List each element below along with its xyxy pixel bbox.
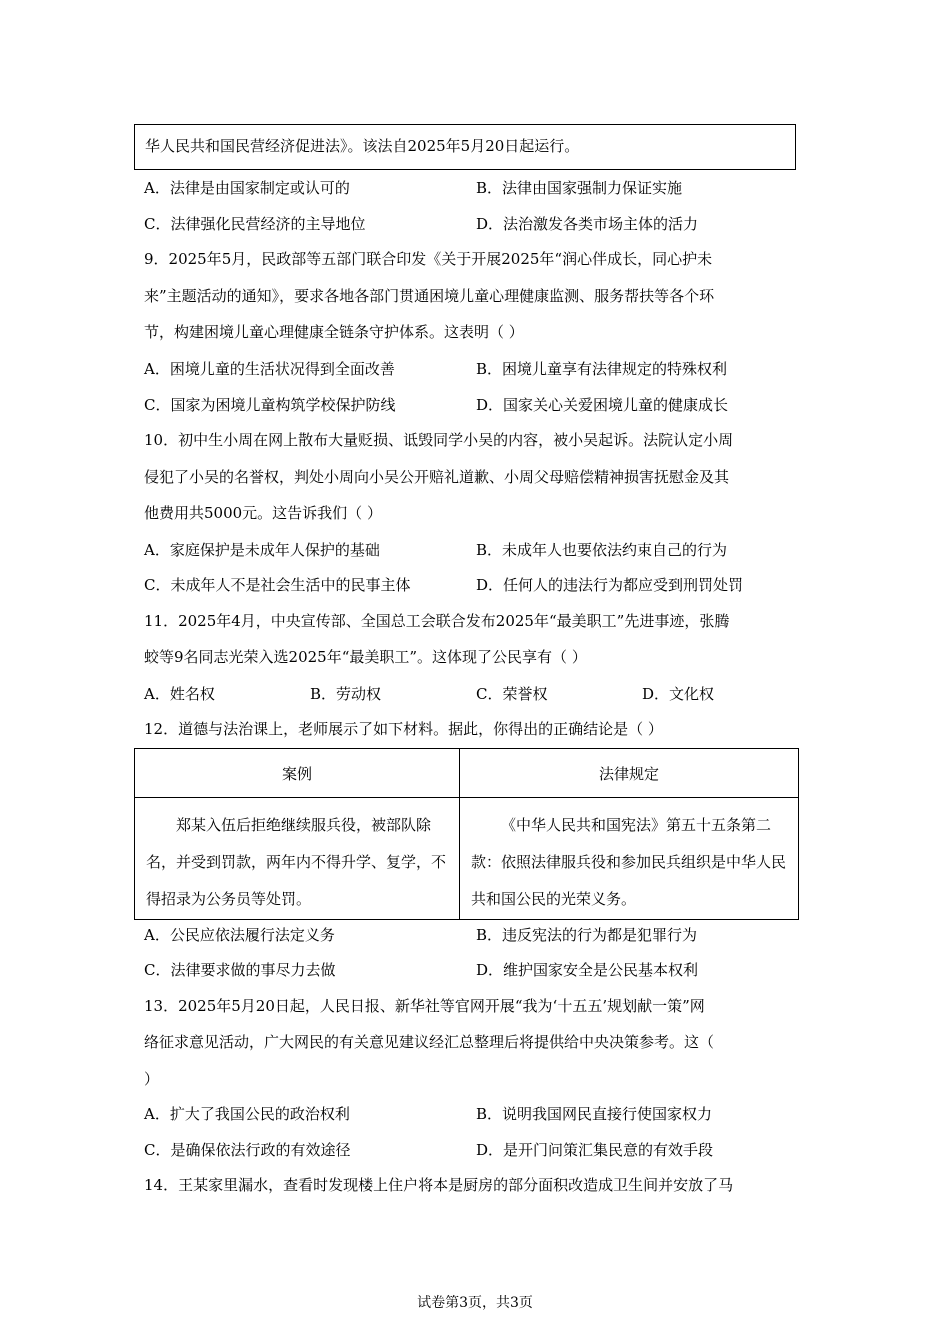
q10-stem-line-2: 侵犯了小吴的名誉权，判处小周向小吴公开赔礼道歉、小周父母赔偿精神损害抚慰金及其	[144, 468, 730, 486]
q9-option-c: C．国家为困境儿童构筑学校保护防线	[144, 396, 396, 414]
q12-option-c: C．法律要求做的事尽力去做	[144, 961, 336, 979]
q9-stem-line-2: 来”主题活动的通知》，要求各地各部门贯通困境儿童心理健康监测、服务帮扶等各个环	[144, 287, 715, 305]
q12-stem: 12．道德与法治课上，老师展示了如下材料。据此，你得出的正确结论是（ ）	[144, 720, 663, 738]
q13-stem-line-3: ）	[144, 1070, 160, 1088]
q9-option-a: A．困境儿童的生活状况得到全面改善	[144, 360, 395, 378]
material-text: 华人民共和国民营经济促进法》。该法自2025年5月20日起运行。	[145, 137, 580, 155]
q13-option-a: A．扩大了我国公民的政治权利	[144, 1105, 350, 1123]
case-table	[134, 748, 799, 920]
table-header-law: 法律规定	[460, 749, 799, 798]
q8-option-c: C．法律强化民营经济的主导地位	[144, 215, 366, 233]
q10-stem-line-3: 他费用共5000元。这告诉我们（ ）	[144, 504, 382, 522]
q8-option-a: A．法律是由国家制定或认可的	[144, 179, 350, 197]
q13-stem-line-1: 13．2025年5月20日起，人民日报、新华社等官网开展“我为‘十五五’规划献一策”网	[144, 997, 705, 1015]
q8-option-d: D．法治激发各类市场主体的活力	[476, 215, 699, 233]
law-text: 《中华人民共和国宪法》第五十五条第二款：依照法律服兵役和参加民兵组织是中华人民共和国公民的光荣义务。	[471, 816, 787, 908]
q13-option-c: C．是确保依法行政的有效途径	[144, 1141, 351, 1159]
page-footer: 试卷第3页，共3页	[417, 1295, 533, 1311]
q12-option-b: B．违反宪法的行为都是犯罪行为	[476, 926, 698, 944]
q10-option-a: A．家庭保护是未成年人保护的基础	[144, 541, 380, 559]
q8-option-b: B．法律由国家强制力保证实施	[476, 179, 683, 197]
q13-option-b: B．说明我国网民直接行使国家权力	[476, 1105, 713, 1123]
case-text: 郑某入伍后拒绝继续服兵役，被部队除名，并受到罚款，两年内不得升学、复学，不得招录为公务员等处罚。	[146, 816, 447, 908]
q11-stem-line-2: 蛟等9名同志光荣入选2025年“最美职工”。这体现了公民享有（ ）	[144, 648, 587, 666]
q9-stem-line-1: 9．2025年5月，民政部等五部门联合印发《关于开展2025年“润心伴成长，同心护未	[144, 250, 713, 268]
q11-option-b: B．劳动权	[310, 685, 382, 703]
q11-stem-line-1: 11．2025年4月，中央宣传部、全国总工会联合发布2025年“最美职工”先进事迹，张腾	[144, 612, 730, 630]
table-cell-law	[460, 798, 799, 920]
q13-option-d: D．是开门问策汇集民意的有效手段	[476, 1141, 714, 1159]
q10-stem-line-1: 10．初中生小周在网上散布大量贬损、诋毁同学小吴的内容，被小吴起诉。法院认定小周	[144, 431, 734, 449]
q10-option-b: B．未成年人也要依法约束自己的行为	[476, 541, 728, 559]
table-header-case: 案例	[135, 749, 460, 798]
material-box	[134, 124, 796, 170]
q9-option-d: D．国家关心关爱困境儿童的健康成长	[476, 396, 729, 414]
q11-option-d: D．文化权	[642, 685, 715, 703]
q10-option-d: D．任何人的违法行为都应受到刑罚处罚	[476, 576, 744, 594]
q12-option-a: A．公民应依法履行法定义务	[144, 926, 335, 944]
q9-option-b: B．困境儿童享有法律规定的特殊权利	[476, 360, 728, 378]
q14-stem-line-1: 14．王某家里漏水，查看时发现楼上住户将本是厨房的部分面积改造成卫生间并安放了马	[144, 1176, 734, 1194]
q12-option-d: D．维护国家安全是公民基本权利	[476, 961, 699, 979]
q9-stem-line-3: 节，构建困境儿童心理健康全链条守护体系。这表明（ ）	[144, 323, 524, 341]
q10-option-c: C．未成年人不是社会生活中的民事主体	[144, 576, 411, 594]
table-cell-case	[135, 798, 460, 920]
q13-stem-line-2: 络征求意见活动，广大网民的有关意见建议经汇总整理后将提供给中央决策参考。这（	[144, 1033, 715, 1051]
q11-option-c: C．荣誉权	[476, 685, 548, 703]
q11-option-a: A．姓名权	[144, 685, 215, 703]
